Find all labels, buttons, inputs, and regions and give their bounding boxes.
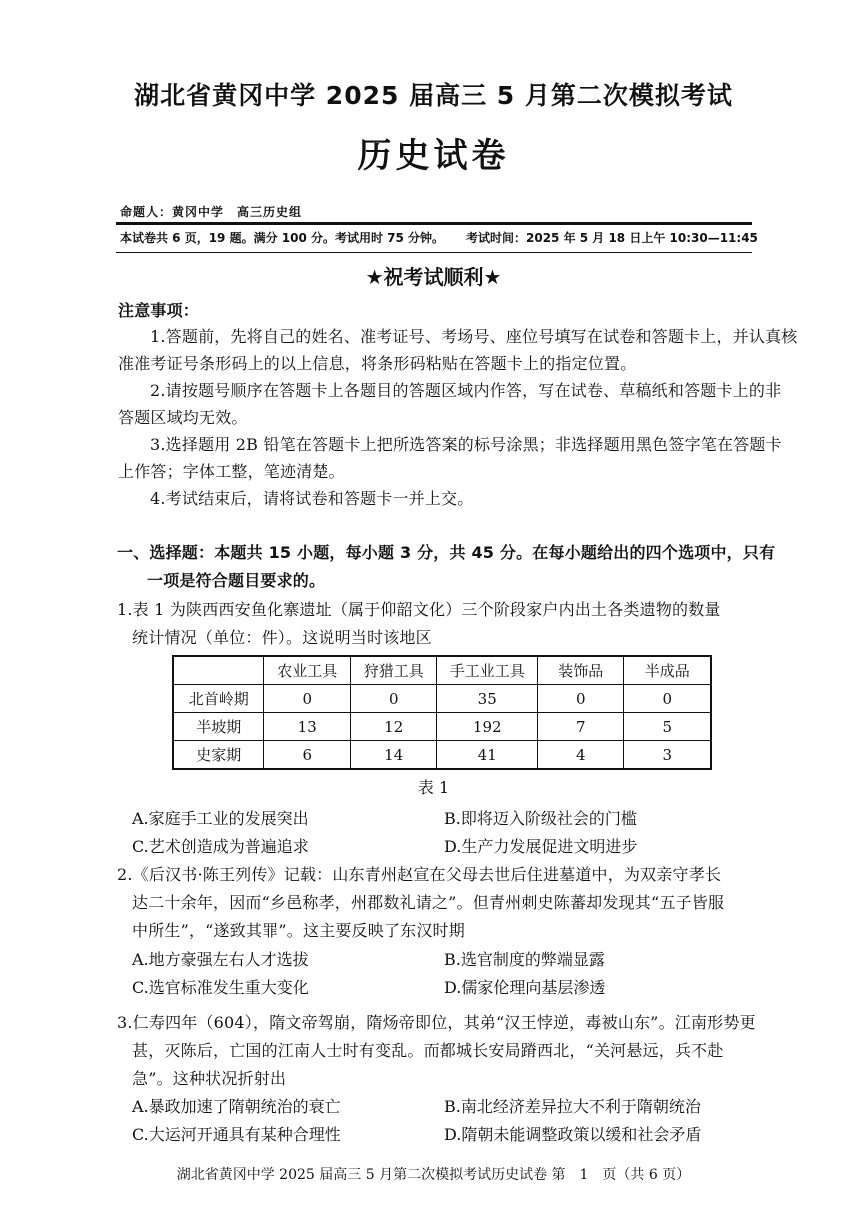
option-a: A.暴政加速了隋朝统治的衰亡 — [132, 1097, 341, 1116]
section-heading-cont: 一项是符合题目要求的。 — [147, 571, 326, 590]
table-cell: 13 — [264, 713, 351, 741]
notice-line: 上作答；字体工整，笔迹清楚。 — [118, 462, 345, 481]
table-header-cell: 农业工具 — [264, 656, 351, 685]
question-3-stem-cont: 急”。这种状况折射出 — [132, 1069, 287, 1088]
question-2-stem: 2.《后汉书·陈王列传》记载：山东青州赵宣在父母去世后住进墓道中，为双亲守孝长 — [117, 865, 722, 884]
subject-title: 历史试卷 — [357, 136, 510, 176]
option-c: C.选官标准发生重大变化 — [132, 978, 309, 997]
notice-line: 2.请按题号顺序在答题卡上各题目的答题区域内作答，写在试卷、草稿纸和答题卡上的非 — [150, 381, 782, 400]
option-b: B.南北经济差异拉大不利于隋朝统治 — [444, 1097, 701, 1116]
question-3-stem: 3.仁寿四年（604），隋文帝驾崩，隋炀帝即位，其弟“汉王悖逆，毒被山东”。江南形势更 — [117, 1013, 756, 1032]
table-cell: 0 — [350, 685, 437, 713]
exam-info-left: 本试卷共 6 页，19 题。满分 100 分。考试用时 75 分钟。 — [120, 231, 445, 245]
table-caption: 表 1 — [417, 778, 450, 797]
question-1-stem-cont: 统计情况（单位：件）。这说明当时该地区 — [132, 628, 432, 647]
table-row — [173, 713, 711, 741]
question-2-stem-cont: 达二十余年，因而“乡邑称孝，州郡数礼请之”。但青州刺史陈蕃却发现其“五子皆服 — [132, 893, 725, 912]
question-3-stem-cont: 甚，灭陈后，亡国的江南人士时有变乱。而都城长安局蹐西北，“关河悬远，兵不赴 — [132, 1041, 724, 1060]
question-1-stem: 1.表 1 为陕西西安鱼化寨遗址（属于仰韶文化）三个阶段家户内出土各类遗物的数量 — [117, 600, 721, 619]
table-cell: 北首岭期 — [173, 685, 264, 713]
header-rule-thick — [116, 222, 752, 225]
table-cell: 35 — [437, 685, 537, 713]
table-cell: 41 — [437, 741, 537, 770]
table-cell: 6 — [264, 741, 351, 770]
table-cell: 192 — [437, 713, 537, 741]
notice-line: 答题区域均无效。 — [118, 408, 248, 427]
section-heading: 一、选择题：本题共 15 小题，每小题 3 分，共 45 分。在每小题给出的四个选项中，只有 — [117, 543, 776, 562]
table-cell: 0 — [264, 685, 351, 713]
exam-info — [120, 229, 758, 246]
option-a: A.地方豪强左右人才选拔 — [132, 950, 309, 969]
table-header-cell: 手工业工具 — [437, 656, 537, 685]
notice-line: 3.选择题用 2B 铅笔在答题卡上把所选答案的标号涂黑；非选择题用黑色签字笔在答题卡 — [150, 435, 782, 454]
table-cell: 12 — [350, 713, 437, 741]
option-b: B.选官制度的弊端显露 — [444, 950, 605, 969]
exam-title: 湖北省黄冈中学 2025 届高三 5 月第二次模拟考试 — [134, 81, 733, 110]
table-cell: 史家期 — [173, 741, 264, 770]
table-header-row — [173, 656, 711, 685]
artifact-table — [172, 655, 712, 770]
table-cell: 0 — [537, 685, 623, 713]
question-2-stem-cont: 中所生”，“遂致其罪”。这主要反映了东汉时期 — [132, 921, 465, 940]
option-c: C.大运河开通具有某种合理性 — [132, 1125, 341, 1144]
notice-line: 准准考证号条形码上的以上信息，将条形码粘贴在答题卡上的指定位置。 — [118, 354, 637, 373]
table-cell: 7 — [537, 713, 623, 741]
header-rule-thin — [116, 252, 752, 253]
table-header-cell — [173, 656, 264, 685]
table-row — [173, 741, 711, 770]
good-luck-banner: ★祝考试顺利★ — [365, 265, 502, 289]
page-footer: 湖北省黄冈中学 2025 届高三 5 月第二次模拟考试历史试卷 第 1 页（共 6 页） — [176, 1167, 691, 1183]
table-cell: 半坡期 — [173, 713, 264, 741]
option-a: A.家庭手工业的发展突出 — [132, 809, 309, 828]
notice-heading: 注意事项： — [118, 301, 200, 320]
option-d: D.隋朝未能调整政策以缓和社会矛盾 — [444, 1125, 702, 1144]
table-cell: 5 — [624, 713, 711, 741]
author-line: 命题人：黄冈中学 高三历史组 — [120, 205, 303, 219]
table-header-cell: 装饰品 — [537, 656, 623, 685]
option-b: B.即将迈入阶级社会的门槛 — [444, 809, 637, 828]
notice-line: 4.考试结束后，请将试卷和答题卡一并上交。 — [150, 489, 474, 508]
exam-time: 考试时间：2025 年 5 月 18 日上午 10:30—11:45 — [466, 231, 758, 245]
table-header-cell: 半成品 — [624, 656, 711, 685]
option-c: C.艺术创造成为普遍追求 — [132, 837, 309, 856]
option-d: D.生产力发展促进文明进步 — [444, 837, 638, 856]
table-cell: 3 — [624, 741, 711, 770]
table-header-cell: 狩猎工具 — [350, 656, 437, 685]
table-cell: 14 — [350, 741, 437, 770]
table-cell: 0 — [624, 685, 711, 713]
table-cell: 4 — [537, 741, 623, 770]
option-d: D.儒家伦理向基层渗透 — [444, 978, 606, 997]
table-row — [173, 685, 711, 713]
notice-line: 1.答题前，先将自己的姓名、准考证号、考场号、座位号填写在试卷和答题卡上，并认真核 — [150, 327, 798, 346]
